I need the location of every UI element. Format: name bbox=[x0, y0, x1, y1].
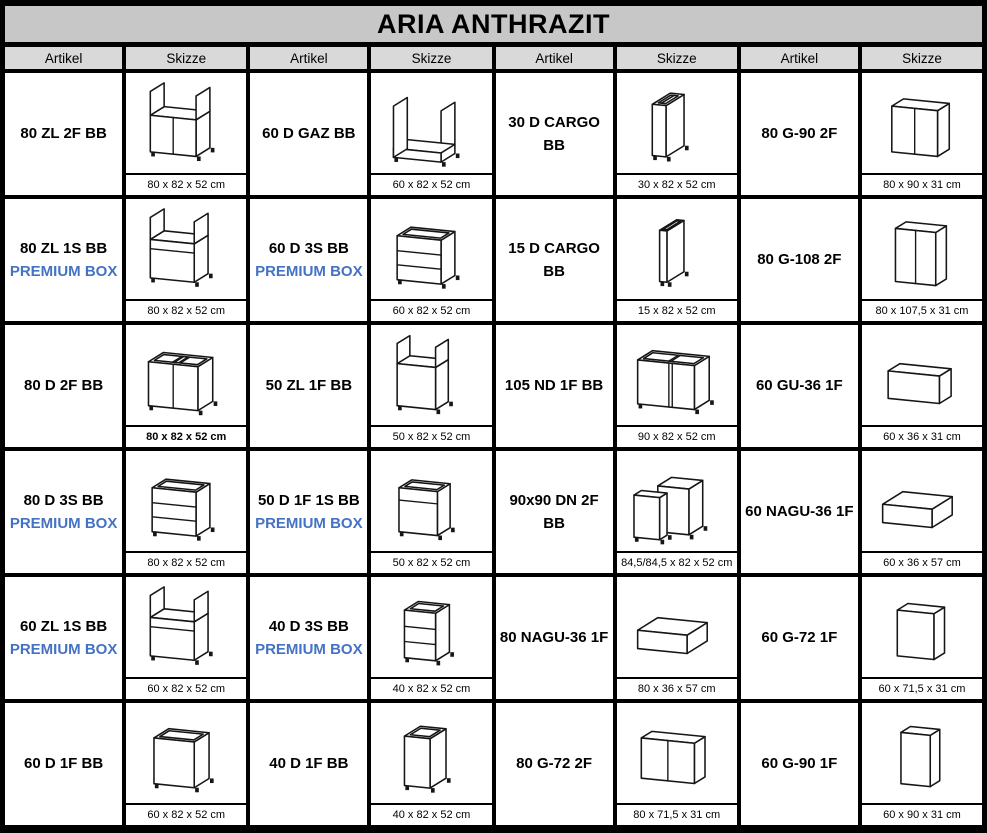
premium-box-label: PREMIUM BOX bbox=[9, 263, 118, 280]
article-code: 90x90 DN 2F BB bbox=[509, 491, 599, 532]
article-code: 50 D 1F 1S BB bbox=[257, 491, 360, 509]
sink-base-2-doors-icon bbox=[126, 73, 246, 173]
article-cell bbox=[250, 73, 367, 195]
article-code: 60 GU-36 1F bbox=[755, 377, 843, 395]
article-cell bbox=[496, 325, 613, 447]
article-code: 80 ZL 1S BB bbox=[19, 239, 108, 257]
premium-box-label: PREMIUM BOX bbox=[255, 263, 363, 280]
article-cell bbox=[5, 451, 122, 573]
sketch-cell bbox=[862, 451, 982, 573]
dimension-label: 60 x 71,5 x 31 cm bbox=[862, 677, 982, 699]
column-header-artikel: Artikel bbox=[5, 47, 122, 69]
column-header-skizze: Skizze bbox=[617, 47, 737, 69]
sink-base-1-drawer-icon bbox=[126, 577, 246, 677]
sketch-cell bbox=[862, 325, 982, 447]
dimension-label: 50 x 82 x 52 cm bbox=[371, 425, 491, 447]
corner-base-offset-door-icon bbox=[617, 325, 737, 425]
article-code: 50 ZL 1F BB bbox=[265, 377, 353, 395]
sketch-cell bbox=[617, 199, 737, 321]
article-code: 60 D 3S BB bbox=[268, 239, 349, 257]
column-header-skizze: Skizze bbox=[126, 47, 246, 69]
article-code: 80 D 3S BB bbox=[23, 491, 104, 509]
sink-base-1-door-icon bbox=[371, 325, 491, 425]
dimension-label: 60 x 82 x 52 cm bbox=[126, 677, 246, 699]
column-header-artikel: Artikel bbox=[496, 47, 613, 69]
sketch-cell bbox=[617, 451, 737, 573]
sketch-cell bbox=[862, 73, 982, 195]
wall-cabinet-2-doors-wide-icon bbox=[617, 703, 737, 803]
wall-cabinet-1-door-icon bbox=[862, 577, 982, 677]
article-cell bbox=[496, 199, 613, 321]
dimension-label: 60 x 82 x 52 cm bbox=[371, 173, 491, 195]
sketch-cell bbox=[617, 325, 737, 447]
dimension-label: 80 x 36 x 57 cm bbox=[617, 677, 737, 699]
sketch-cell bbox=[617, 577, 737, 699]
wall-cabinet-2-doors-tall-icon bbox=[862, 199, 982, 299]
article-code: 80 ZL 2F BB bbox=[20, 125, 107, 143]
dimension-label: 60 x 82 x 52 cm bbox=[126, 803, 246, 825]
wall-box-horizontal-icon bbox=[862, 325, 982, 425]
base-3-drawers-icon bbox=[371, 199, 491, 299]
sketch-cell bbox=[371, 577, 491, 699]
premium-box-label: PREMIUM BOX bbox=[9, 515, 118, 532]
sketch-cell bbox=[126, 451, 246, 573]
article-cell bbox=[250, 703, 367, 825]
sketch-cell bbox=[862, 199, 982, 321]
premium-box-label: PREMIUM BOX bbox=[255, 641, 363, 658]
dimension-label: 80 x 90 x 31 cm bbox=[862, 173, 982, 195]
base-2-doors-open-top-icon bbox=[126, 325, 246, 425]
sketch-cell bbox=[371, 451, 491, 573]
article-cell bbox=[496, 451, 613, 573]
dimension-label: 30 x 82 x 52 cm bbox=[617, 173, 737, 195]
article-code: 80 G-90 2F bbox=[761, 125, 838, 143]
page-title: ARIA ANTHRAZIT bbox=[5, 6, 982, 42]
dimension-label: 40 x 82 x 52 cm bbox=[371, 677, 491, 699]
article-cell bbox=[250, 577, 367, 699]
article-code: 80 D 2F BB bbox=[23, 377, 104, 395]
article-code: 60 D 1F BB bbox=[23, 755, 104, 773]
sketch-cell bbox=[371, 73, 491, 195]
sketch-cell bbox=[371, 199, 491, 321]
wall-cabinet-1-door-tall-icon bbox=[862, 703, 982, 803]
article-cell bbox=[5, 577, 122, 699]
article-cell bbox=[5, 199, 122, 321]
dimension-label: 50 x 82 x 52 cm bbox=[371, 551, 491, 573]
dimension-label: 80 x 107,5 x 31 cm bbox=[862, 299, 982, 321]
sink-base-1-drawer-icon bbox=[126, 199, 246, 299]
dimension-label: 84,5/84,5 x 82 x 52 cm bbox=[617, 551, 737, 573]
sketch-cell bbox=[126, 703, 246, 825]
dimension-label: 80 x 71,5 x 31 cm bbox=[617, 803, 737, 825]
dimension-label: 60 x 36 x 57 cm bbox=[862, 551, 982, 573]
article-cell bbox=[496, 577, 613, 699]
article-code: 80 G-108 2F bbox=[757, 251, 842, 269]
dimension-label: 60 x 90 x 31 cm bbox=[862, 803, 982, 825]
dimension-label: 80 x 82 x 52 cm bbox=[126, 551, 246, 573]
article-cell bbox=[496, 703, 613, 825]
article-cell bbox=[741, 703, 858, 825]
sketch-cell bbox=[617, 73, 737, 195]
sketch-cell bbox=[371, 325, 491, 447]
base-3-drawers-narrow-icon bbox=[371, 577, 491, 677]
article-code: 80 NAGU-36 1F bbox=[499, 629, 609, 647]
dimension-label: 60 x 82 x 52 cm bbox=[371, 299, 491, 321]
article-cell bbox=[741, 451, 858, 573]
dimension-label: 90 x 82 x 52 cm bbox=[617, 425, 737, 447]
article-code: 40 D 3S BB bbox=[268, 617, 349, 635]
sketch-cell bbox=[126, 199, 246, 321]
article-code: 60 NAGU-36 1F bbox=[745, 503, 854, 521]
cargo-base-15-icon bbox=[617, 199, 737, 299]
article-cell bbox=[741, 325, 858, 447]
dimension-label: 80 x 82 x 52 cm bbox=[126, 299, 246, 321]
column-header-artikel: Artikel bbox=[250, 47, 367, 69]
wall-box-flat-top-icon bbox=[862, 451, 982, 551]
sketch-cell bbox=[126, 577, 246, 699]
column-header-artikel: Artikel bbox=[741, 47, 858, 69]
article-cell bbox=[250, 325, 367, 447]
article-code: 40 D 1F BB bbox=[269, 755, 349, 773]
premium-box-label: PREMIUM BOX bbox=[9, 641, 118, 658]
dimension-label: 15 x 82 x 52 cm bbox=[617, 299, 737, 321]
corner-base-L-shape-icon bbox=[617, 451, 737, 551]
article-code: 60 G-90 1F bbox=[761, 755, 838, 773]
column-header-skizze: Skizze bbox=[371, 47, 491, 69]
sketch-cell bbox=[126, 73, 246, 195]
base-3-drawers-icon bbox=[126, 451, 246, 551]
sketch-cell bbox=[617, 703, 737, 825]
article-code: 105 ND 1F BB bbox=[504, 377, 604, 395]
cargo-base-30-icon bbox=[617, 73, 737, 173]
sketch-cell bbox=[862, 703, 982, 825]
base-1-door-open-top-narrow-icon bbox=[371, 703, 491, 803]
column-header-skizze: Skizze bbox=[862, 47, 982, 69]
base-1-door-open-top-icon bbox=[126, 703, 246, 803]
dimension-label: 60 x 36 x 31 cm bbox=[862, 425, 982, 447]
article-code: 60 ZL 1S BB bbox=[19, 617, 108, 635]
product-table bbox=[5, 47, 982, 825]
wall-box-flat-top-icon bbox=[617, 577, 737, 677]
article-code: 60 D GAZ BB bbox=[262, 125, 356, 143]
article-cell bbox=[5, 703, 122, 825]
sketch-cell bbox=[126, 325, 246, 447]
premium-box-label: PREMIUM BOX bbox=[255, 515, 363, 532]
article-code: 80 G-72 2F bbox=[516, 755, 593, 773]
article-cell bbox=[250, 199, 367, 321]
article-code: 60 G-72 1F bbox=[761, 629, 838, 647]
sketch-cell bbox=[862, 577, 982, 699]
article-cell bbox=[250, 451, 367, 573]
article-code: 15 D CARGO BB bbox=[508, 239, 600, 280]
wall-cabinet-2-doors-icon bbox=[862, 73, 982, 173]
article-cell bbox=[741, 73, 858, 195]
dimension-label: 80 x 82 x 52 cm bbox=[126, 173, 246, 195]
article-cell bbox=[741, 199, 858, 321]
base-1-drawer-1-door-icon bbox=[371, 451, 491, 551]
dimension-label: 40 x 82 x 52 cm bbox=[371, 803, 491, 825]
article-cell bbox=[5, 73, 122, 195]
article-cell bbox=[496, 73, 613, 195]
dimension-label: 80 x 82 x 52 cm bbox=[126, 425, 246, 447]
article-cell bbox=[5, 325, 122, 447]
sketch-cell bbox=[371, 703, 491, 825]
article-code: 30 D CARGO BB bbox=[508, 113, 600, 154]
oven-housing-frame-icon bbox=[371, 73, 491, 173]
article-cell bbox=[741, 577, 858, 699]
